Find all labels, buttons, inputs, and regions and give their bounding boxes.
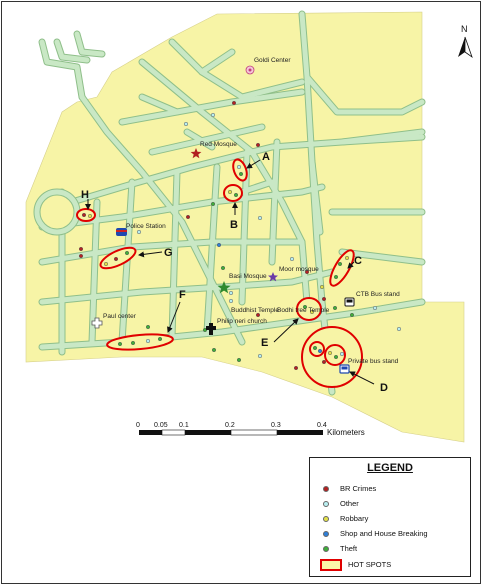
- legend: [309, 457, 471, 577]
- hotspot-label-e: E: [261, 337, 269, 349]
- scale-tick-5: 0.4: [317, 422, 327, 429]
- crime-point: [212, 348, 216, 352]
- poi-paul-center: Paul center: [103, 313, 136, 320]
- crime-point: [322, 297, 326, 301]
- crime-point: [294, 366, 298, 370]
- crime-point: [373, 306, 377, 310]
- crime-point: [131, 341, 135, 345]
- scale-tick-1: 0.05: [154, 422, 168, 429]
- crime-point: [114, 257, 118, 261]
- crime-point: [104, 262, 108, 266]
- crime-point: [340, 352, 344, 356]
- crime-point: [146, 325, 150, 329]
- crime-point: [79, 247, 83, 251]
- poi-basi-mosque: Basi Mosque: [229, 273, 267, 280]
- crime-point: [186, 215, 190, 219]
- svg-text:N: N: [461, 24, 468, 34]
- crime-point: [88, 214, 92, 218]
- crime-point: [158, 337, 162, 341]
- crime-point: [350, 313, 354, 317]
- hotspot-label-f: F: [179, 289, 186, 301]
- hotspot-swatch-icon: [320, 559, 342, 571]
- legend-item-br-crimes: [320, 482, 376, 495]
- legend-title: LEGEND: [367, 462, 413, 474]
- crime-point: [258, 354, 262, 358]
- hotspot-label-h: H: [81, 189, 89, 201]
- crime-point: [232, 101, 236, 105]
- poi-ctb-bus-stand: CTB Bus stand: [356, 291, 400, 298]
- crime-point: [320, 285, 324, 289]
- scale-tick-4: 0.3: [271, 422, 281, 429]
- hotspot-label-d: D: [380, 382, 388, 394]
- shop-house-breaking-dot-icon: [323, 531, 329, 537]
- legend-label: Robbary: [340, 514, 369, 523]
- legend-item-robbary: [320, 512, 368, 525]
- crime-point: [184, 122, 188, 126]
- crime-point: [345, 256, 349, 260]
- scale-tick-0: 0: [136, 422, 140, 429]
- crime-point: [211, 113, 215, 117]
- poi-goldi-center-icon: [246, 66, 254, 74]
- crime-point: [217, 243, 221, 247]
- crime-point: [239, 172, 243, 176]
- crime-point: [118, 342, 122, 346]
- crime-point: [333, 306, 337, 310]
- poi-red-mosque: Red Mosque: [200, 141, 237, 148]
- crime-point: [229, 291, 233, 295]
- poi-moor-mosque: Moor mosque: [279, 266, 319, 273]
- legend-label: Other: [340, 499, 359, 508]
- legend-item-shop-house-breaking: [320, 527, 428, 540]
- crime-point: [328, 351, 332, 355]
- map-frame: [1, 1, 481, 584]
- poi-philip-church: Philip neri church: [217, 318, 267, 325]
- other-dot-icon: [323, 501, 329, 507]
- crime-point: [290, 257, 294, 261]
- crime-point: [79, 254, 83, 258]
- scale-bar: [139, 430, 323, 435]
- private-bus-stand-icon: [340, 365, 349, 373]
- hotspot-label-b: B: [230, 219, 238, 231]
- hotspot-label-c: C: [354, 255, 362, 267]
- hotspot-b: [224, 185, 242, 201]
- legend-label: HOT SPOTS: [348, 560, 392, 569]
- crime-point: [313, 346, 317, 350]
- ctb-bus-stand-icon: [345, 298, 354, 306]
- crime-point: [334, 275, 338, 279]
- scale-tick-2: 0.1: [179, 422, 189, 429]
- legend-label: BR Crimes: [340, 484, 377, 493]
- crime-point: [125, 251, 129, 255]
- poi-bodhi-temple: Bodhi tree Temple: [277, 307, 330, 314]
- crime-point: [334, 355, 338, 359]
- crime-point: [211, 202, 215, 206]
- crime-point: [234, 193, 238, 197]
- legend-item-hot-spots: [320, 558, 391, 571]
- legend-label: Theft: [340, 544, 358, 553]
- robbary-dot-icon: [323, 516, 329, 522]
- crime-point: [397, 327, 401, 331]
- poi-goldi-center: Goldi Center: [254, 57, 291, 64]
- theft-dot-icon: [323, 546, 329, 552]
- legend-label: Shop and House Breaking: [340, 529, 428, 538]
- poi-police-station: Police Station: [126, 223, 166, 230]
- legend-item-theft: [320, 542, 357, 555]
- scale-unit: Kilometers: [327, 428, 365, 437]
- hotspot-label-g: G: [164, 247, 173, 259]
- crime-point: [137, 230, 141, 234]
- legend-item-other: [320, 497, 359, 510]
- hotspot-label-a: A: [262, 151, 270, 163]
- crime-point: [258, 216, 262, 220]
- crime-point: [338, 262, 342, 266]
- poi-private-bus-stand: Private bus stand: [348, 358, 399, 365]
- crime-point: [256, 143, 260, 147]
- crime-point: [146, 339, 150, 343]
- crime-point: [322, 360, 326, 364]
- crime-point: [237, 358, 241, 362]
- crime-point: [229, 299, 233, 303]
- crime-point: [221, 266, 225, 270]
- crime-point: [318, 349, 322, 353]
- scale-tick-3: 0.2: [225, 422, 235, 429]
- crime-point: [82, 213, 86, 217]
- br-crimes-dot-icon: [323, 486, 329, 492]
- poi-buddhist-temple: Buddhist Temple: [231, 307, 279, 314]
- crime-point: [237, 165, 241, 169]
- crime-point: [228, 190, 232, 194]
